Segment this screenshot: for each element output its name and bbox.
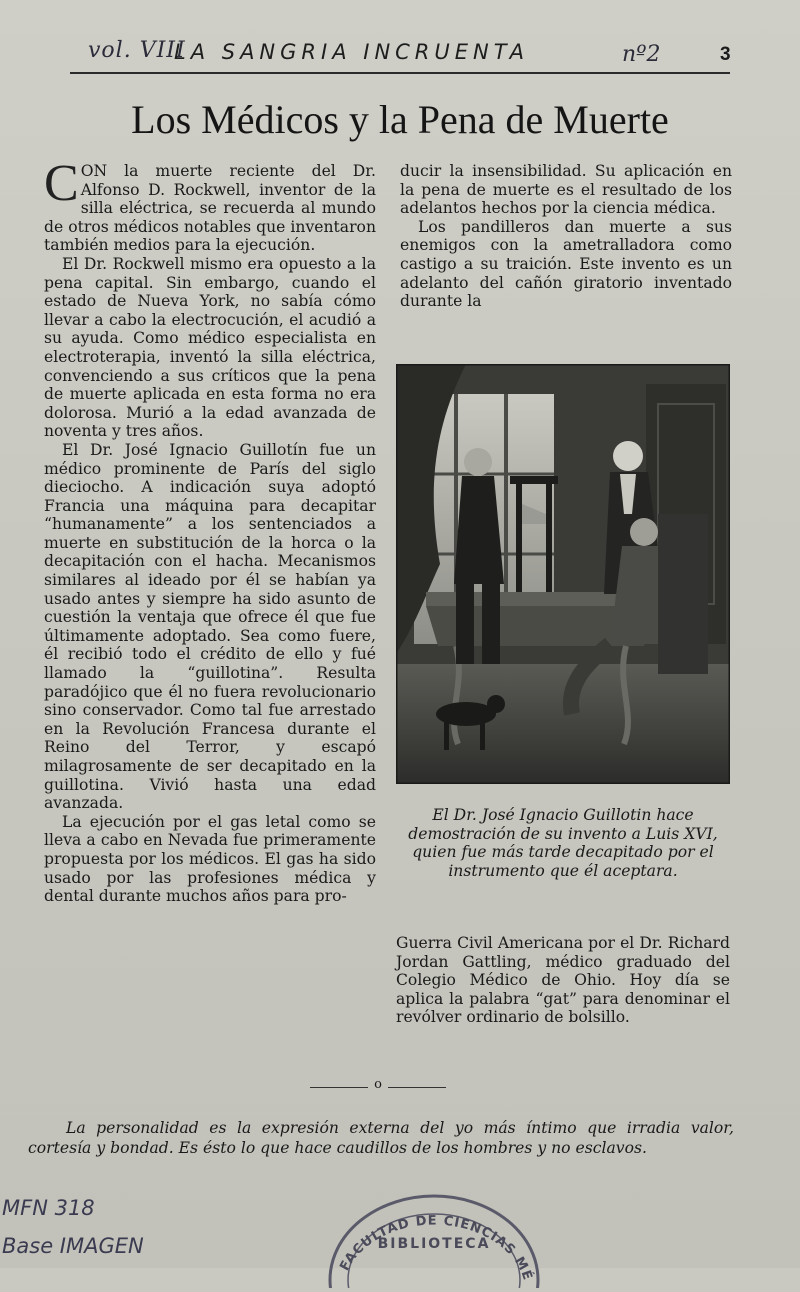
article-column-left xyxy=(44,155,376,906)
drop-cap: C xyxy=(44,155,79,212)
handwritten-mfn-note: MFN 318 xyxy=(2,1196,95,1220)
paragraph-2: El Dr. Rockwell mismo era opuesto a la pena capital. Sin embargo, cuando el estado de Nueva York, no sabía cómo llevar a cabo la electrocución, el acudió a su ayuda. Como médico especialista en electroterapia, inventó la silla eléctrica, convenciendo a sus críticos que la pena de muerte aplicada en esta forma no era dolorosa. Murió a la edad avanzada de noventa y tres años. xyxy=(44,254,376,441)
article-column-right-bottom xyxy=(396,934,730,1027)
separator-line-right xyxy=(388,1087,446,1088)
article-column-right-top xyxy=(400,162,732,311)
paragraph-7: Guerra Civil Americana por el Dr. Richard Jordan Gattling, médico graduado del Colegio Médico de Ohio. Hoy día se aplica la palabra “gat” para denominar el revólver ordinario de bolsillo. xyxy=(396,934,730,1027)
library-stamp xyxy=(322,1188,546,1288)
engraving-image xyxy=(396,364,730,784)
journal-name: LA SANGRIA INCRUENTA xyxy=(174,40,530,64)
guillotin-illustration xyxy=(396,364,730,784)
section-separator xyxy=(310,1077,446,1096)
page-number: 3 xyxy=(720,44,731,65)
article-title: Los Médicos y la Pena de Muerte xyxy=(131,97,669,142)
paragraph-1-text: ON la muerte reciente del Dr. Alfonso D. Rockwell, inventor de la silla eléctrica, se recuerda al mundo de otros médicos notables que inventaron también medios para la ejecución. xyxy=(44,162,376,255)
separator-mark: o xyxy=(374,1077,382,1092)
paragraph-5: ducir la insensibilidad. Su aplicación en la pena de muerte es el resultado de los adelantos hechos por la ciencia médica. xyxy=(400,162,732,218)
separator-line-left xyxy=(310,1087,368,1088)
handwritten-issue-note: nº2 xyxy=(622,42,661,67)
running-head xyxy=(70,38,730,74)
paragraph-1 xyxy=(44,155,376,255)
handwritten-volume-note: vol. VIII xyxy=(88,38,186,63)
paragraph-3: El Dr. José Ignacio Guillotín fue un médico prominente de París del siglo dieciocho. A indicación suya adoptó Francia una máquina para decapitar “humanamente” a los sentenciados a muerte en substitución de la horca o la decapitación con el hacha. Mecanismos similares al ideado por él se habían ya usado antes y siempre ha sido asunto de cuestión la ventaja que ofrece él que fue últimamente adoptado. Sea como fuere, él recibió todo el crédito de ello y fué llamado la “guillotina”. Resulta paradójico que él no fuera revolucionario sino conservador. Como tal fue arrestado en la Revolución Francesa durante el Reino del Terror, y escapó milagrosamente de ser decapitado en la guillotina. Vivió hasta una edad avanzada. xyxy=(44,440,376,813)
paragraph-4: La ejecución por el gas letal como se lleva a cabo en Nevada fue primeramente propuesta por los médicos. El gas ha sido usado por las profesiones médica y dental durante muchos años para pro- xyxy=(44,812,376,906)
paragraph-6: Los pandilleros dan muerte a sus enemigos con la ametralladora como castigo a su traición. Este invento es un adelanto del cañón giratorio inventado durante la xyxy=(400,217,732,311)
stamp-text-arc: FACULTAD DE CIENCIAS MÉ xyxy=(337,1213,536,1283)
illustration-caption: El Dr. José Ignacio Guillotin hace demostración de su invento a Luis XVI, quien fue más tarde decapitado por el instrumento que él aceptara. xyxy=(408,806,718,880)
closing-quote: La personalidad es la expresión externa del yo más íntimo que irradia valor, cortesía y bondad. Es ésto lo que hace caudillos de los hombres y no esclavos. xyxy=(28,1119,734,1157)
stamp-seal xyxy=(322,1188,546,1288)
handwritten-base-note: Base IMAGEN xyxy=(2,1234,144,1258)
stamp-text-biblioteca: BIBLIOTECA xyxy=(377,1236,491,1252)
